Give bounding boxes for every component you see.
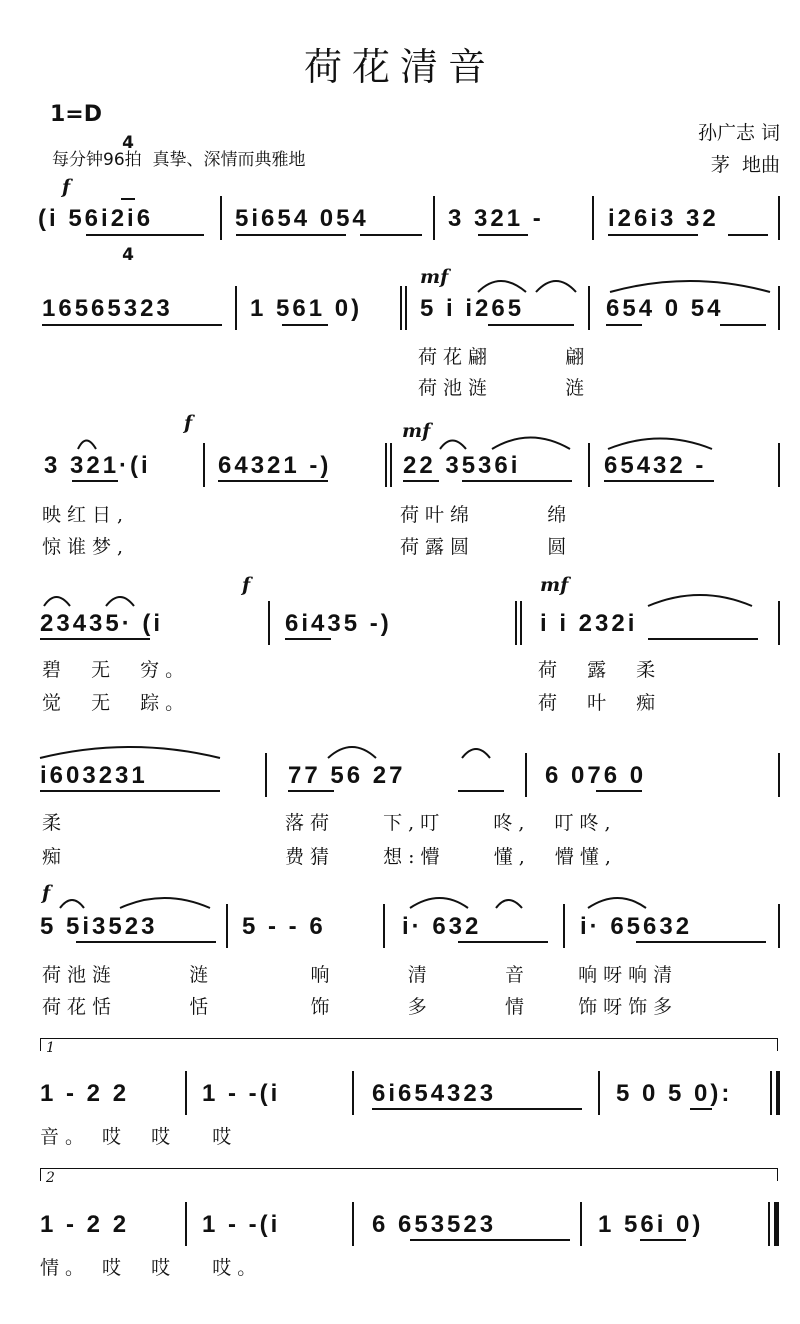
dynamic-mark: mf: [540, 574, 569, 596]
lyric-verse-1: 荷花翩 翩: [418, 346, 591, 368]
dynamic-mark: f: [242, 574, 251, 596]
measure: 1 561 0): [250, 295, 363, 322]
barline: [203, 443, 205, 487]
measure: 3 321 -: [448, 205, 544, 232]
beam-underline: [728, 234, 768, 236]
beam-underline: [360, 234, 422, 236]
measure: 5 - - 6: [242, 913, 326, 940]
barline: [563, 904, 565, 948]
beam-underline: [608, 234, 698, 236]
barline: [352, 1071, 354, 1115]
beam-underline: [458, 941, 548, 943]
barline: [433, 196, 435, 240]
beam-underline: [648, 638, 758, 640]
lyric-verse-2: 荷池涟 涟: [418, 377, 591, 399]
lyric-verse-2: 荷露圆 圆: [400, 536, 573, 558]
key-signature: 1=D: [50, 102, 103, 127]
barline: [768, 1202, 770, 1246]
beam-underline: [288, 790, 334, 792]
barline: [235, 286, 237, 330]
lyric-verse-1: 荷叶绵 绵: [400, 504, 573, 526]
beam-underline: [40, 790, 220, 792]
beam-underline: [76, 941, 216, 943]
beam-underline: [282, 324, 328, 326]
ending-number: 2: [46, 1170, 55, 1186]
slur: [462, 749, 490, 758]
slur: [610, 281, 770, 292]
tempo-marking: 每分钟96拍 真挚、深情而典雅地: [52, 150, 306, 170]
measure: 16565323: [42, 295, 173, 322]
slur: [608, 439, 712, 450]
barline: [778, 196, 780, 240]
time-signature-denominator: 4: [122, 245, 134, 265]
barline: [185, 1071, 187, 1115]
beam-underline: [403, 480, 439, 482]
dynamic-mark: f: [42, 882, 51, 904]
lyric-line: 音。 哎 哎 哎: [40, 1126, 238, 1148]
lyric-verse-2: 荷 叶 痴: [538, 692, 662, 714]
barline: [778, 286, 780, 330]
barline: [220, 196, 222, 240]
measure: 6 653523: [372, 1211, 497, 1238]
slur: [60, 900, 84, 908]
barline: [390, 443, 392, 487]
beam-underline: [218, 480, 328, 482]
beam-underline: [690, 1108, 712, 1110]
dynamic-mark: f: [62, 176, 71, 198]
beam-underline: [488, 324, 574, 326]
barline: [580, 1202, 582, 1246]
slur: [78, 441, 96, 450]
lyric-verse-1: 荷 露 柔: [538, 659, 662, 681]
barline: [592, 196, 594, 240]
measure: 23435· (i: [40, 610, 164, 637]
slur: [410, 898, 468, 908]
barline: [400, 286, 402, 330]
measure: 6i654323: [372, 1080, 497, 1107]
measure: 654 0 54: [606, 295, 724, 322]
slur: [588, 898, 646, 908]
beam-underline: [478, 234, 528, 236]
beam-underline: [636, 941, 766, 943]
measure: 5 0 5 0):: [616, 1080, 733, 1107]
measure: 5i654 054: [235, 205, 369, 232]
barline: [598, 1071, 600, 1115]
measure: 1 56i 0): [598, 1211, 704, 1238]
beam-underline: [86, 234, 204, 236]
barline: [770, 1071, 772, 1115]
measure: 64321 -): [218, 452, 332, 479]
lyricist-credit: 孙广志 词: [697, 122, 780, 144]
barline: [588, 443, 590, 487]
lyric-verse-2: 惊谁梦,: [42, 536, 130, 558]
measure: (i 56i2i6: [38, 205, 154, 232]
measure: 6 076 0: [545, 762, 647, 789]
barline: [588, 286, 590, 330]
measure: 6i435 -): [285, 610, 392, 637]
measure: 77 56 27: [288, 762, 406, 789]
barline: [226, 904, 228, 948]
beam-underline: [606, 324, 642, 326]
dynamic-mark: f: [184, 412, 193, 434]
song-title: 荷花清音: [303, 45, 496, 89]
dynamic-mark: mf: [420, 266, 449, 288]
measure: i603231: [40, 762, 148, 789]
barline: [405, 286, 407, 330]
barline: [520, 601, 522, 645]
measure: 65432 -: [604, 452, 707, 479]
beam-underline: [236, 234, 346, 236]
beam-underline: [72, 480, 118, 482]
slur: [478, 281, 526, 292]
measure: 22 3536i: [403, 452, 521, 479]
measure: 1 - 2 2: [40, 1080, 130, 1107]
barline: [778, 601, 780, 645]
beam-underline: [604, 480, 714, 482]
barline: [185, 1202, 187, 1246]
beam-underline: [42, 324, 222, 326]
ending-number: 1: [46, 1040, 55, 1056]
beam-underline: [40, 638, 150, 640]
slur: [120, 898, 210, 908]
barline: [265, 753, 267, 797]
lyric-verse-1: 碧 无 穷。: [42, 659, 191, 681]
time-signature-divider: [121, 198, 135, 200]
lyric-verse-2: 费猜 想:懵 懂, 懵懂,: [285, 846, 617, 868]
lyric-verse-2: 荷花恬 恬 饰 多 情 饰呀饰多: [42, 996, 679, 1018]
beam-underline: [462, 480, 572, 482]
barline: [778, 904, 780, 948]
slur: [40, 747, 220, 758]
lyric-verse-1: 荷池涟 涟 响 清 音 响呀响清: [42, 964, 679, 986]
barline: [268, 601, 270, 645]
repeat-end-barline: [776, 1071, 780, 1115]
barline: [778, 443, 780, 487]
measure: 3 321·(i: [44, 452, 151, 479]
barline: [525, 753, 527, 797]
beam-underline: [285, 638, 331, 640]
dynamic-mark: mf: [402, 420, 431, 442]
slur: [440, 441, 466, 450]
slur: [536, 281, 576, 292]
measure: 1 - 2 2: [40, 1211, 130, 1238]
measure: i· 632: [402, 913, 482, 940]
time-signature: [120, 88, 136, 288]
lyric-verse-1: 落荷 下,叮 咚, 叮咚,: [285, 812, 617, 834]
beam-underline: [410, 1239, 570, 1241]
measure: i26i3 32: [608, 205, 719, 232]
composer-credit: 茅 地曲: [710, 154, 780, 176]
lyric-verse-1: 映红日,: [42, 504, 130, 526]
lyric-verse-1: 柔: [42, 812, 68, 834]
barline: [383, 904, 385, 948]
slur: [328, 747, 376, 758]
beam-underline: [372, 1108, 582, 1110]
barline: [515, 601, 517, 645]
lyric-line: 情。 哎 哎 哎。: [40, 1257, 263, 1279]
measure: i i 232i: [540, 610, 638, 637]
slur: [106, 597, 134, 606]
lyric-verse-2: 痴: [42, 846, 68, 868]
final-barline: [774, 1202, 779, 1246]
measure: 5 5i3523: [40, 913, 158, 940]
measure: 1 - -(i: [202, 1080, 281, 1107]
beam-underline: [720, 324, 766, 326]
slur: [496, 900, 522, 908]
beam-underline: [596, 790, 642, 792]
first-ending-bracket: [40, 1038, 778, 1051]
time-signature-numerator: 4: [122, 133, 134, 153]
beam-underline: [640, 1239, 686, 1241]
measure: 5 i i265: [420, 295, 525, 322]
measure: i· 65632: [580, 913, 693, 940]
slur: [492, 438, 570, 450]
slur: [44, 597, 70, 606]
beam-underline: [458, 790, 504, 792]
barline: [385, 443, 387, 487]
measure: 1 - -(i: [202, 1211, 281, 1238]
second-ending-bracket: [40, 1168, 778, 1181]
barline: [352, 1202, 354, 1246]
slur: [648, 595, 752, 606]
lyric-verse-2: 觉 无 踪。: [42, 692, 191, 714]
barline: [778, 753, 780, 797]
